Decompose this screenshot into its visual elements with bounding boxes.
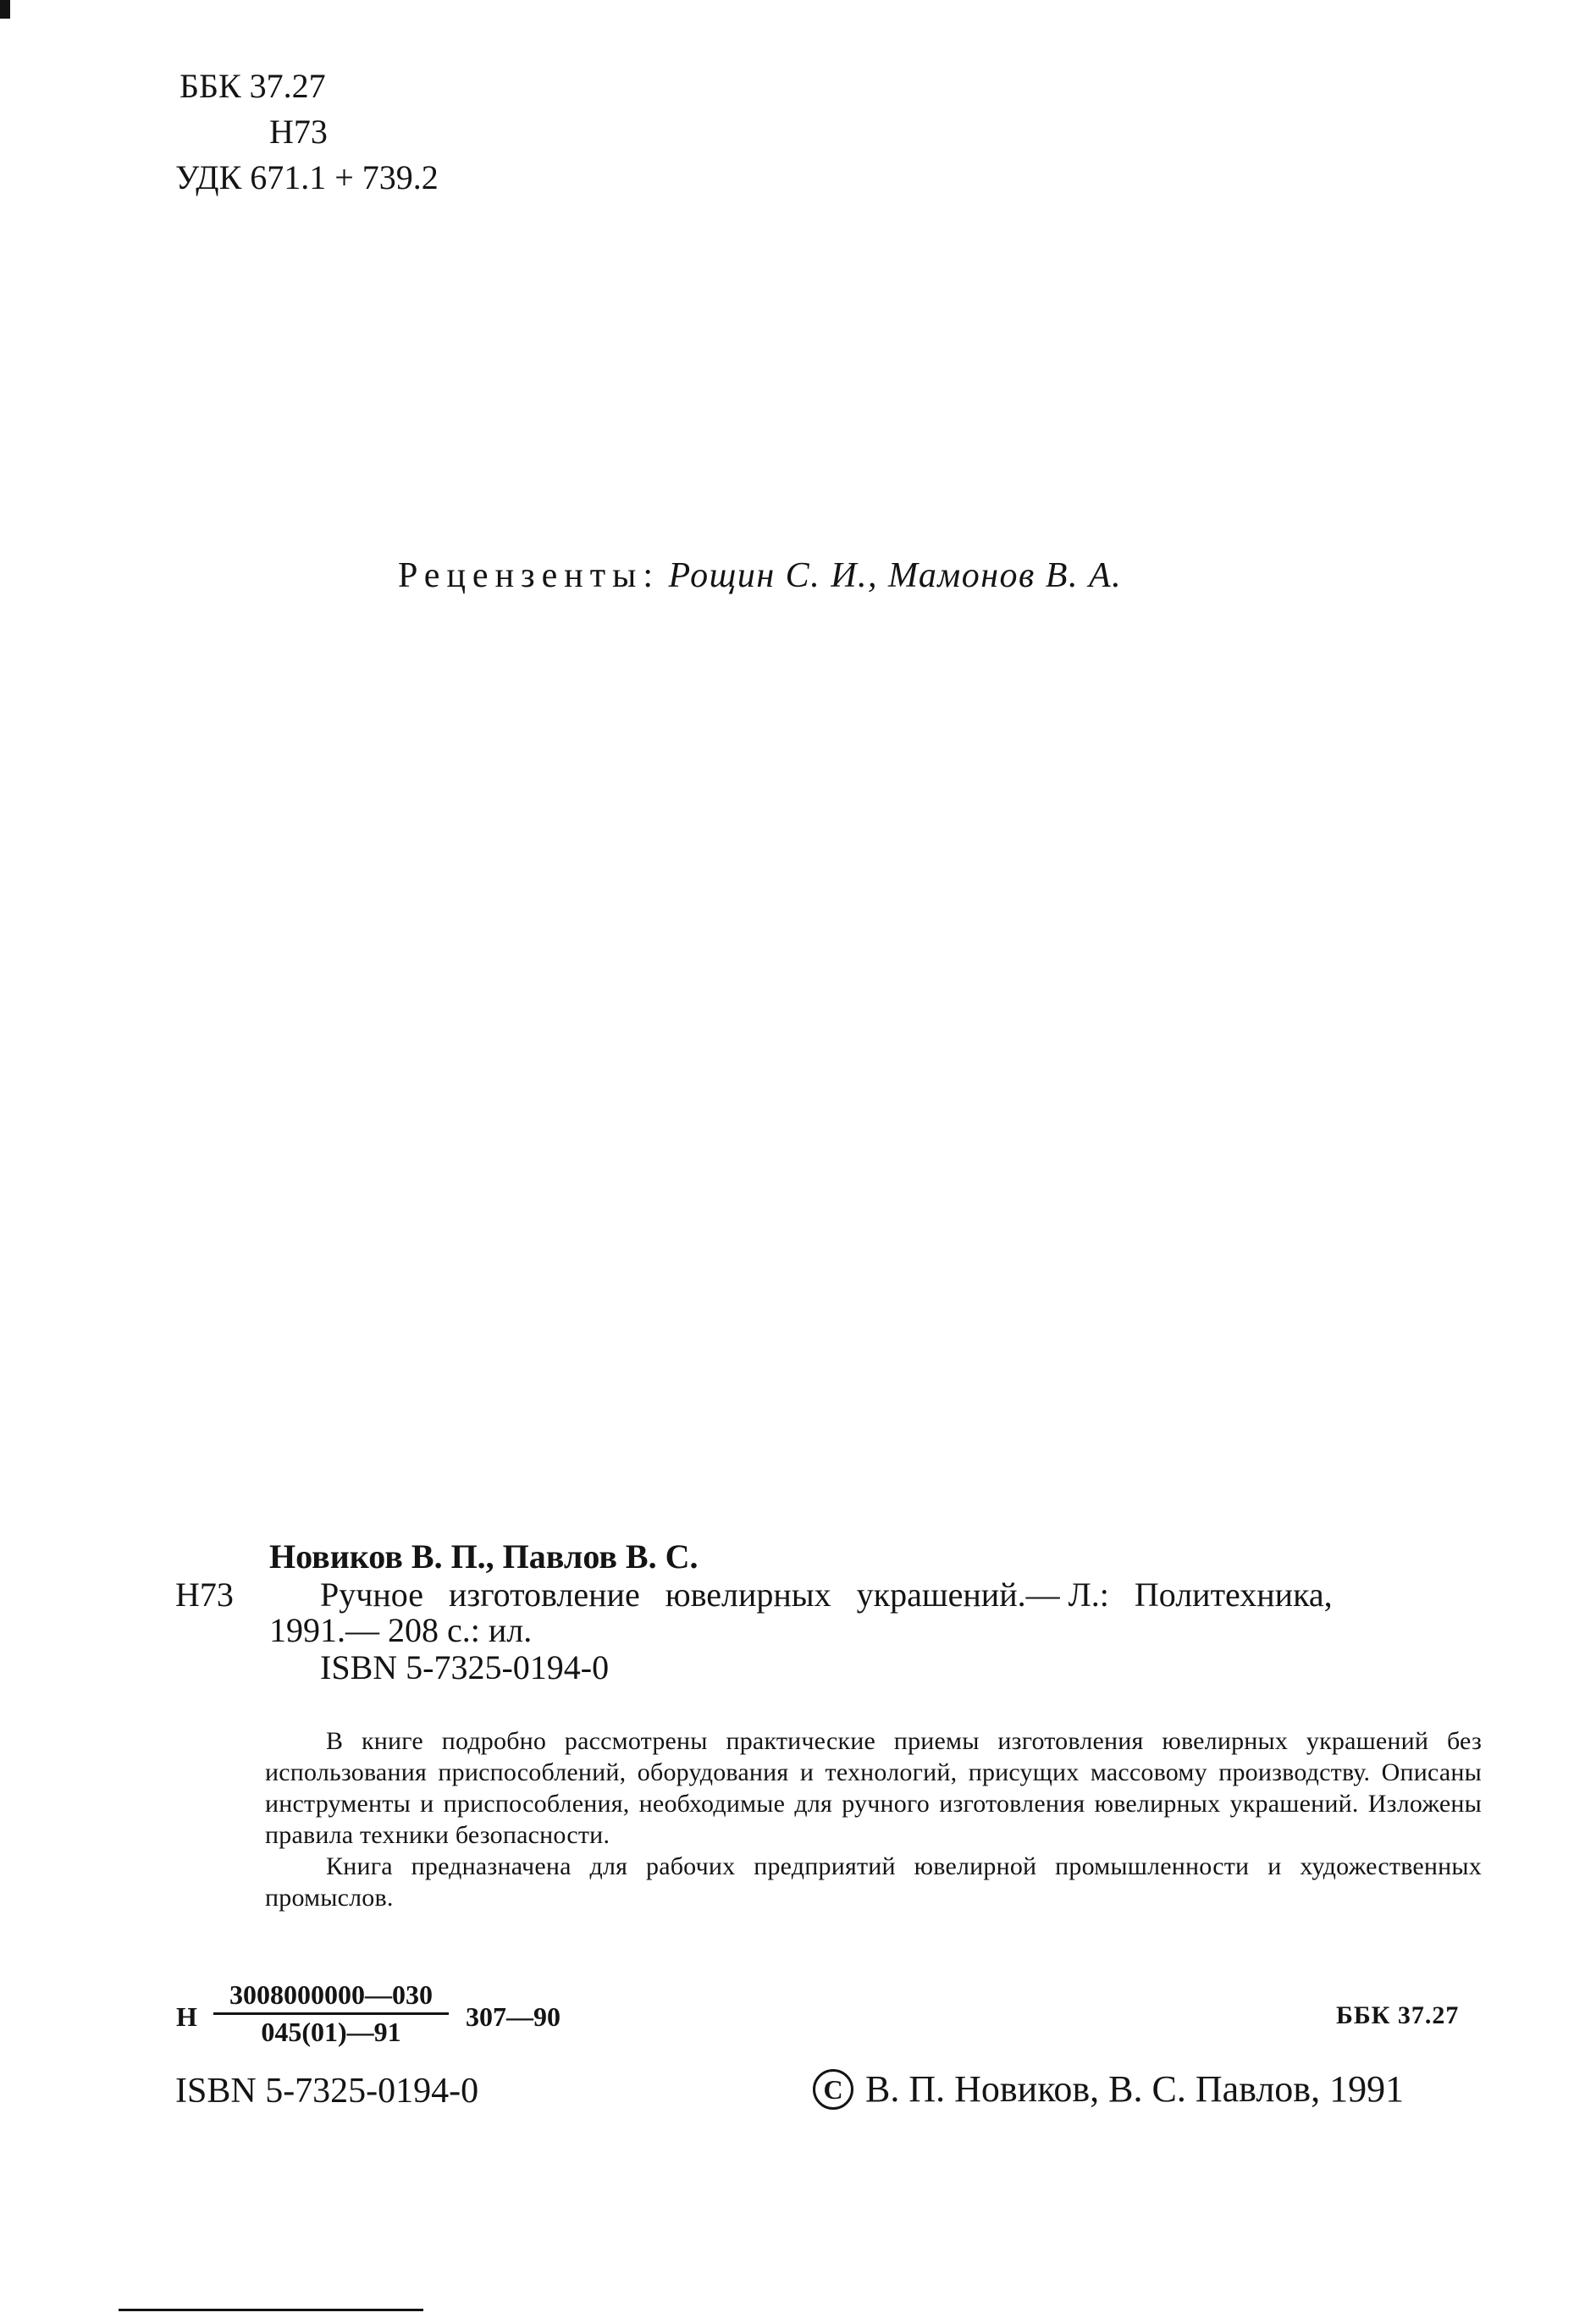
bbk-code-footer: ББК 37.27 [1336,2001,1460,2029]
abstract-paragraph-1: В книге подробно рассмотрены практические приемы изготовления ювелирных украшений без использования приспособлений, оборудования и технологий, присущих массовому производству. Описаны инструменты и приспособления, необходимые для ручного изготовления ювелирных украшений. Изложены правила техники безопасности. [265,1727,1482,1849]
author-sign-header: Н73 [269,113,328,151]
bbk-code: ББК 37.27 [179,67,326,105]
footer-isbn: ISBN 5-7325-0194-0 [175,2072,479,2111]
reviewers-label: Рецензенты: [398,556,660,595]
publication-code-letter: Н [176,2001,197,2032]
catalog-title-line-1: Ручное изготовление ювелирных украшений.— Л.: Политехника, [320,1576,1333,1614]
publication-code-suffix: 307—90 [466,2001,561,2032]
reviewers-line [398,555,1122,596]
publication-code-fraction [213,1979,449,2048]
scan-bottom-rule [119,2309,423,2311]
udk-code: УДК 671.1 + 739.2 [175,158,439,196]
scan-corner-mark [0,0,10,19]
catalog-isbn: ISBN 5-7325-0194-0 [320,1648,610,1686]
copyright-line [813,2067,1404,2111]
copyright-icon: C [813,2069,853,2110]
catalog-title-line-2: 1991.— 208 с.: ил. [269,1611,533,1649]
catalog-author-sign: Н73 [175,1576,234,1614]
reviewers-names: Рощин С. И., Мамонов В. А. [668,556,1123,595]
abstract [265,1725,1482,1913]
catalog-authors: Новиков В. П., Павлов В. С. [269,1537,699,1576]
copyright-text: В. П. Новиков, В. С. Павлов, 1991 [865,2068,1405,2110]
publication-code-denominator: 045(01)—91 [261,2017,401,2047]
abstract-paragraph-2: Книга предназначена для рабочих предприятий ювелирной промышленности и художественных промыслов. [265,1852,1482,1912]
publication-code-numerator: 3008000000—030 [213,1979,449,2015]
